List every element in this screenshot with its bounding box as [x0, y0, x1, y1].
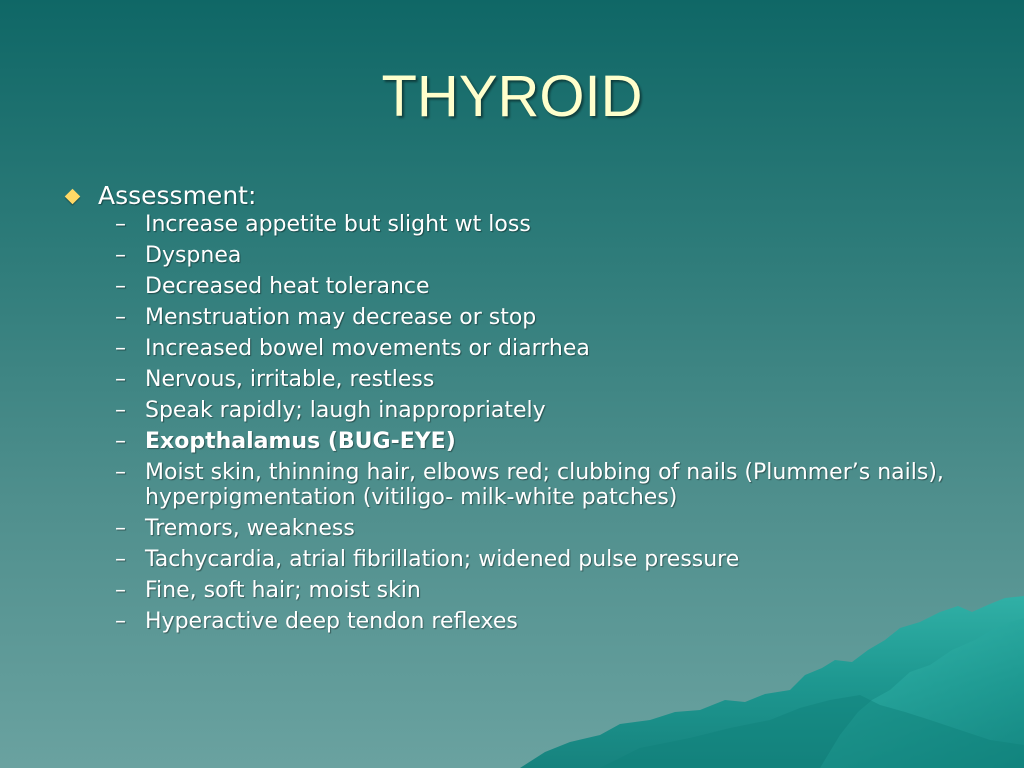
list-item-text: Fine, soft hair; moist skin — [145, 577, 421, 603]
dash-bullet: – — [115, 546, 126, 572]
list-item-text: Increased bowel movements or diarrhea — [145, 336, 590, 361]
slide-title: THYROID — [381, 64, 643, 129]
dash-bullet: – — [115, 608, 126, 634]
dash-bullet: – — [115, 398, 126, 423]
dash-bullet: – — [115, 212, 126, 237]
assessment-bullet — [62, 180, 962, 212]
list-item-text: Speak rapidly; laugh inappropriately — [145, 398, 546, 423]
list-item — [115, 213, 962, 238]
dash-bullet: – — [115, 243, 126, 268]
dash-bullet: – — [115, 367, 126, 392]
slide-content — [62, 180, 962, 641]
list-item — [115, 306, 962, 331]
dash-bullet: – — [115, 429, 126, 454]
list-item — [115, 244, 962, 269]
list-item-text: Increase appetite but slight wt loss — [145, 212, 531, 237]
dash-bullet: – — [115, 460, 126, 485]
list-item-text: Decreased heat tolerance — [145, 274, 430, 299]
dash-bullet: – — [115, 305, 126, 330]
list-item — [115, 579, 962, 604]
list-item — [115, 399, 962, 424]
diamond-bullet-icon — [65, 188, 81, 204]
list-item-text: Moist skin, thinning hair, elbows red; clubbing of nails (Plummer’s nails), hyperpigmentation (vitiligo- milk-white patches) — [145, 460, 944, 510]
list-item — [115, 610, 962, 635]
assessment-list — [62, 213, 962, 634]
dash-bullet: – — [115, 274, 126, 299]
list-item-text: Exopthalamus (BUG-EYE) — [145, 429, 456, 454]
list-item-text: Menstruation may decrease or stop — [145, 305, 537, 330]
list-item-text: Tachycardia, atrial fibrillation; widened pulse pressure — [145, 546, 740, 572]
list-item — [115, 368, 962, 393]
list-item-bold — [115, 430, 962, 455]
list-item-text: Dyspnea — [145, 243, 242, 268]
list-item-text: Hyperactive deep tendon reflexes — [145, 608, 518, 634]
list-item — [115, 461, 962, 510]
dash-bullet: – — [115, 336, 126, 361]
list-item — [115, 517, 962, 542]
list-item-text: Nervous, irritable, restless — [145, 367, 435, 392]
list-item — [115, 548, 962, 573]
list-item — [115, 337, 962, 362]
list-item-text: Tremors, weakness — [145, 515, 355, 541]
dash-bullet: – — [115, 515, 126, 541]
dash-bullet: – — [115, 577, 126, 603]
list-item — [115, 275, 962, 300]
bullet-label: Assessment: — [98, 181, 257, 210]
